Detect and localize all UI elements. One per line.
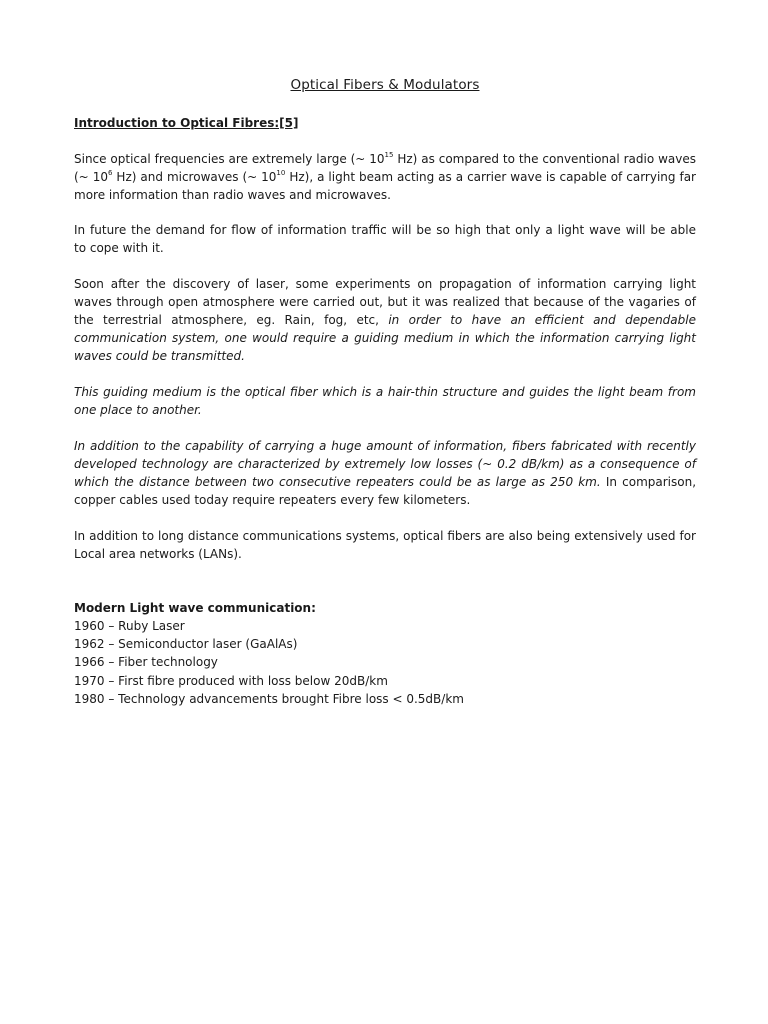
list-item: 1960 – Ruby Laser [74, 619, 185, 633]
paragraph-line: In addition to long distance communications systems, optical fibers are also being extensively used for [74, 529, 696, 543]
paragraph-line: (~ $10^6$ Hz) and microwaves (~ $10^{10}$ Hz), a light beam acting as a carrier wave is capable of carrying far [74, 169, 696, 184]
paragraph-line: which the distance between two consecutive repeaters could be as large as 250 km. In comparison, [74, 475, 697, 489]
list-item: 1980 – Technology advancements brought Fibre loss < 0.5dB/km [74, 691, 464, 706]
document-title: Optical Fibers & Modulators [290, 77, 480, 93]
paragraph-line: developed technology are characterized by extremely low losses (~ 0.2 dB/km) as a consequence of [74, 457, 696, 471]
paragraph-line: waves through open atmosphere were carried out, but it was realized that because of the vagaries of [74, 295, 696, 309]
paragraph-line: communication system, one would require a guiding medium in which the information carrying light [74, 331, 696, 345]
paragraph-line: waves could be transmitted. [74, 349, 245, 363]
paragraph-low-losses [74, 437, 696, 509]
paragraph-lans [74, 527, 696, 563]
list-item: 1970 – First fibre produced with loss below 20dB/km [74, 673, 388, 688]
intro-heading: Introduction to Optical Fibres:[5] [74, 116, 299, 130]
paragraph-line: In addition to the capability of carrying a huge amount of information, fibers fabricated with recently [74, 439, 696, 453]
paragraph-line: to cope with it. [74, 241, 164, 255]
list-item: 1966 – Fiber technology [74, 655, 218, 670]
paragraph-line: Local area networks (LANs). [74, 547, 242, 561]
paragraph-line: copper cables used today require repeaters every few kilometers. [74, 493, 471, 507]
paragraph-line: more information than radio waves and microwaves. [74, 188, 391, 202]
modern-lightwave-heading: Modern Light wave communication: [74, 601, 316, 615]
paragraph-future-demand [74, 221, 696, 257]
paragraph-line: In future the demand for flow of information traffic will be so high that only a light wave will be able [74, 223, 696, 237]
paragraph-frequencies [74, 150, 696, 204]
paragraph-line: the terrestrial atmosphere, eg. Rain, fog, etc, in order to have an efficient and dependable [74, 313, 696, 327]
paragraph-line: This guiding medium is the optical fiber which is a hair-thin structure and guides the light beam from [74, 385, 696, 399]
paragraph-line: Since optical frequencies are extremely large (~ $10^{15}$ Hz) as compared to the conventional radio waves [74, 151, 696, 166]
paragraph-line: one place to another. [74, 403, 202, 417]
paragraph-laser-discovery [74, 275, 696, 365]
paragraph-guiding-medium [74, 383, 696, 419]
paragraph-line: Soon after the discovery of laser, some experiments on propagation of information carrying light [74, 277, 696, 291]
timeline-list [74, 617, 464, 708]
list-item: 1962 – Semiconductor laser (GaAlAs) [74, 637, 298, 652]
